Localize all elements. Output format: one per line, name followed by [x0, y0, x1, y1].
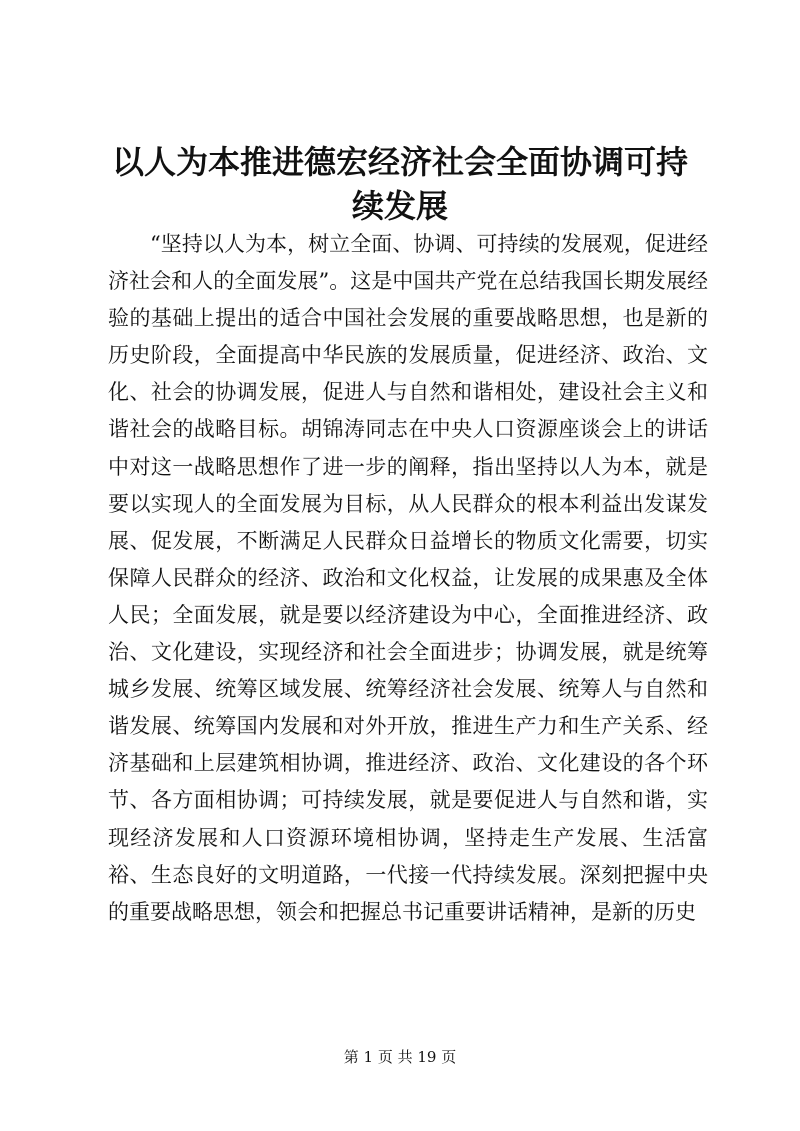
page-footer: 第 1 页 共 19 页: [343, 1048, 457, 1066]
body-paragraph: “坚持以人为本，树立全面、协调、可持续的发展观，促进经济社会和人的全面发展”。这是中国共产党在总结我国长期发展经验的基础上提出的适合中国社会发展的重要战略思想，也是新的历史阶段，全面提高中华民族的发展质量，促进经济、政治、文化、社会的协调发展，促进人与自然和谐相处，建设社会主义和谐社会的战略目标。胡锦涛同志在中央人口资源座谈会上的讲话中对这一战略思想作了进一步的阐释，指出坚持以人为本，就是要以实现人的全面发展为目标，从人民群众的根本利益出发谋发展、促发展，不断满足人民群众日益增长的物质文化需要，切实保障人民群众的经济、政治和文化权益，让发展的成果惠及全体人民；全面发展，就是要以经济建设为中心，全面推进经济、政治、文化建设，实现经济和社会全面进步；协调发展，就是统筹城乡发展、统筹区域发展、统筹经济社会发展、统筹人与自然和谐发展、统筹国内发展和对外开放，推进生产力和生产关系、经济基础和上层建筑相协调，推进经济、政治、文化建设的各个环节、各方面相协调；可持续发展，就是要促进人与自然和谐，实现经济发展和人口资源环境相协调，坚持走生产发展、生活富裕、生态良好的文明道路，一代接一代持续发展。深刻把握中央的重要战略思想，领会和把握总书记重要讲话精神，是新的历史: [108, 232, 708, 924]
document-title: 以人为本推进德宏经济社会全面协调可持续发展: [111, 143, 688, 225]
